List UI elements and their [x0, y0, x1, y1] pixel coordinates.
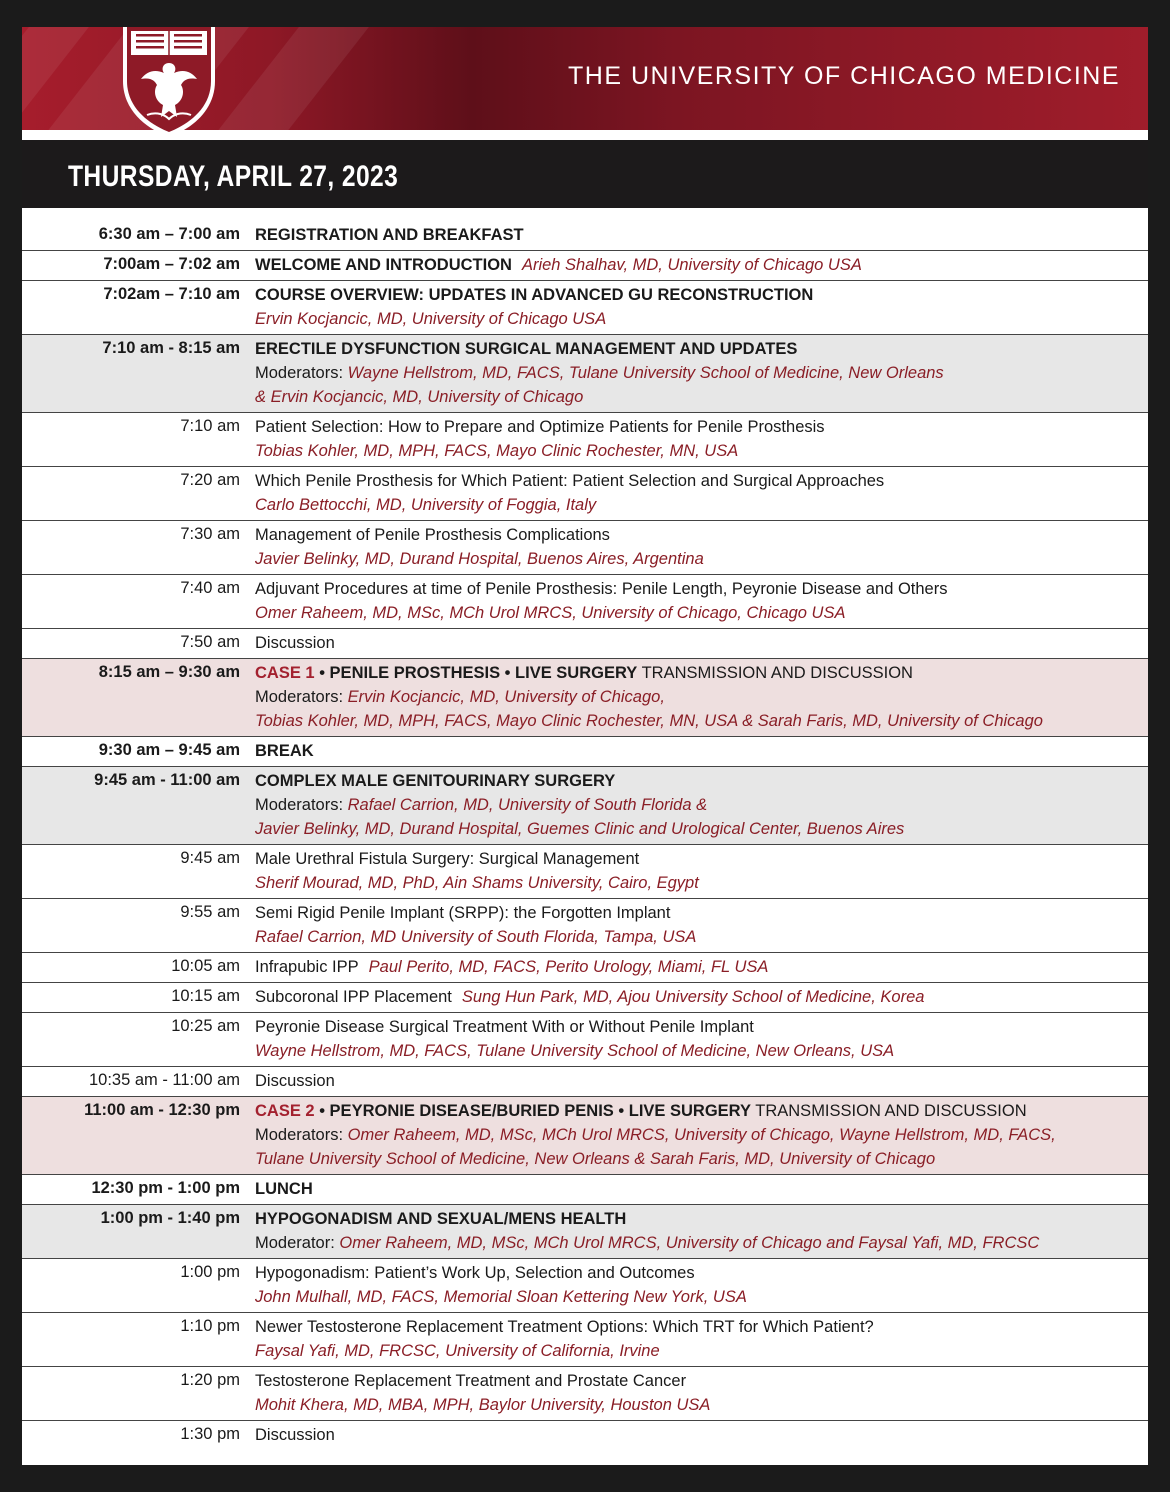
talk-row [22, 1013, 1148, 1067]
session-row [22, 335, 1148, 413]
moderators: Wayne Hellstrom, MD, FACS, Tulane University School of Medicine, New Orleans [347, 364, 944, 382]
talk-title: Peyronie Disease Surgical Treatment With or Without Penile Implant [255, 1018, 754, 1036]
talk-title: Discussion [255, 634, 335, 652]
talk-row [22, 983, 1148, 1013]
talk-title: Which Penile Prosthesis for Which Patient: Patient Selection and Surgical Approaches [255, 472, 885, 490]
talk-row [22, 467, 1148, 521]
moderators-label: Moderators: [255, 1126, 344, 1144]
speaker: Tobias Kohler, MD, MPH, FACS, Mayo Clinic Rochester, MN, USA [255, 442, 739, 460]
talk-row [22, 575, 1148, 629]
talk-title: Testosterone Replacement Treatment and Prostate Cancer [255, 1372, 687, 1390]
talk-time: 7:50 am [180, 633, 240, 651]
speaker: John Mulhall, MD, FACS, Memorial Sloan Kettering New York, USA [255, 1288, 747, 1306]
session-row [22, 1205, 1148, 1259]
session-title: COMPLEX MALE GENITOURINARY SURGERY [255, 772, 616, 790]
session-time: 7:10 am - 8:15 am [102, 339, 240, 357]
talk-row [22, 413, 1148, 467]
speaker: Paul Perito, MD, FACS, Perito Urology, Miami, FL USA [368, 958, 769, 976]
talk-row [22, 845, 1148, 899]
session-title: ERECTILE DYSFUNCTION SURGICAL MANAGEMENT AND UPDATES [255, 340, 798, 358]
session-time: 11:00 am - 12:30 pm [84, 1101, 240, 1119]
speaker: Carlo Bettocchi, MD, University of Foggia, Italy [255, 496, 597, 514]
live-case-row [22, 1097, 1148, 1175]
university-crest-logo [117, 27, 221, 141]
speaker: Rafael Carrion, MD University of South Florida, Tampa, USA [255, 928, 697, 946]
talk-title: Subcoronal IPP Placement [255, 988, 452, 1006]
session-row [22, 281, 1148, 335]
talk-row [22, 1421, 1148, 1450]
talk-row [22, 899, 1148, 953]
talk-time: 1:00 pm [180, 1263, 240, 1281]
talk-row [22, 1259, 1148, 1313]
talk-time: 1:20 pm [180, 1371, 240, 1389]
session-time: 12:30 pm - 1:00 pm [91, 1179, 240, 1197]
speaker: Wayne Hellstrom, MD, FACS, Tulane University School of Medicine, New Orleans, USA [255, 1042, 895, 1060]
talk-time: 7:40 am [180, 579, 240, 597]
session-row [22, 251, 1148, 281]
speaker: Javier Belinky, MD, Durand Hospital, Buenos Aires, Argentina [255, 550, 704, 568]
program-page [22, 27, 1148, 1465]
talk-row [22, 1313, 1148, 1367]
session-title-suffix: TRANSMISSION AND DISCUSSION [637, 664, 913, 682]
session-row [22, 221, 1148, 251]
speaker: Sherif Mourad, MD, PhD, Ain Shams University, Cairo, Egypt [255, 874, 699, 892]
talk-time: 10:15 am [171, 987, 240, 1005]
session-title-suffix: TRANSMISSION AND DISCUSSION [750, 1102, 1027, 1120]
moderators: Rafael Carrion, MD, University of South Florida & [347, 796, 708, 814]
moderators-label: Moderators: [255, 364, 344, 382]
speaker: Mohit Khera, MD, MBA, MPH, Baylor University, Houston USA [255, 1396, 711, 1414]
talk-row [22, 953, 1148, 983]
session-title: LUNCH [255, 1180, 313, 1198]
moderators: Ervin Kocjancic, MD, University of Chicago, [347, 688, 665, 706]
session-time: 7:02am – 7:10 am [103, 285, 240, 303]
moderators-label: Moderators: [255, 796, 344, 814]
moderators-label: Moderator: [255, 1234, 335, 1252]
live-case-row [22, 659, 1148, 737]
institution-name: THE UNIVERSITY OF CHICAGO MEDICINE [568, 62, 1120, 90]
session-time: 9:30 am – 9:45 am [98, 741, 240, 759]
moderators: Tobias Kohler, MD, MPH, FACS, Mayo Clinic Rochester, MN, USA & Sarah Faris, MD, University of Chicago [255, 712, 1043, 730]
day-band [22, 140, 1148, 208]
session-title: BREAK [255, 742, 314, 760]
moderators: Javier Belinky, MD, Durand Hospital, Guemes Clinic and Urological Center, Buenos Aires [255, 820, 905, 838]
session-time: 1:00 pm - 1:40 pm [100, 1209, 240, 1227]
talk-time: 1:10 pm [180, 1317, 240, 1335]
live-surgery-label: LIVE SURGERY [628, 1102, 751, 1120]
session-time: 7:00am – 7:02 am [103, 255, 240, 273]
talk-title: Adjuvant Procedures at time of Penile Prosthesis: Penile Length, Peyronie Disease and Others [255, 580, 948, 598]
day-title: THURSDAY, APRIL 27, 2023 [68, 160, 399, 193]
talk-time: 9:45 am [180, 849, 240, 867]
session-time: 6:30 am – 7:00 am [98, 225, 240, 243]
moderators: & Ervin Kocjancic, MD, University of Chicago [255, 388, 584, 406]
talk-title: Discussion [255, 1426, 335, 1444]
talk-title: Discussion [255, 1072, 335, 1090]
talk-time: 10:35 am - 11:00 am [88, 1071, 240, 1089]
talk-title: Infrapubic IPP [255, 958, 359, 976]
talk-row [22, 521, 1148, 575]
session-time: 8:15 am – 9:30 am [98, 663, 240, 681]
talk-time: 1:30 pm [180, 1425, 240, 1443]
session-row [22, 1175, 1148, 1205]
session-title: COURSE OVERVIEW: UPDATES IN ADVANCED GU RECONSTRUCTION [255, 286, 814, 304]
talk-title: Hypogonadism: Patient’s Work Up, Selection and Outcomes [255, 1264, 695, 1282]
talk-row [22, 1067, 1148, 1097]
session-title: • PENILE PROSTHESIS • [314, 664, 516, 682]
talk-time: 10:05 am [171, 957, 240, 975]
session-time: 9:45 am - 11:00 am [94, 771, 240, 789]
talk-title: Male Urethral Fistula Surgery: Surgical Management [255, 850, 640, 868]
speaker: Arieh Shalhav, MD, University of Chicago USA [521, 256, 862, 274]
speaker: Faysal Yafi, MD, FRCSC, University of California, Irvine [255, 1342, 660, 1360]
session-title: REGISTRATION AND BREAKFAST [255, 226, 524, 244]
session-row [22, 737, 1148, 767]
talk-title: Newer Testosterone Replacement Treatment Options: Which TRT for Which Patient? [255, 1318, 874, 1336]
speaker: Omer Raheem, MD, MSc, MCh Urol MRCS, University of Chicago, Chicago USA [255, 604, 846, 622]
session-title: • PEYRONIE DISEASE/BURIED PENIS • [314, 1102, 629, 1120]
schedule-table [22, 221, 1148, 1450]
case-label: CASE 1 [255, 664, 315, 682]
talk-title: Semi Rigid Penile Implant (SRPP): the Forgotten Implant [255, 904, 671, 922]
session-row [22, 767, 1148, 845]
moderators: Omer Raheem, MD, MSc, MCh Urol MRCS, University of Chicago, Wayne Hellstrom, MD, FACS, [347, 1126, 1056, 1144]
talk-title: Management of Penile Prosthesis Complications [255, 526, 610, 544]
speaker: Sung Hun Park, MD, Ajou University School of Medicine, Korea [461, 988, 925, 1006]
session-title: WELCOME AND INTRODUCTION [255, 256, 512, 274]
talk-row [22, 629, 1148, 659]
moderators-label: Moderators: [255, 688, 344, 706]
talk-time: 7:10 am [180, 417, 240, 435]
talk-title: Patient Selection: How to Prepare and Optimize Patients for Penile Prosthesis [255, 418, 825, 436]
live-surgery-label: LIVE SURGERY [515, 664, 638, 682]
talk-row [22, 1367, 1148, 1421]
talk-time: 9:55 am [180, 903, 240, 921]
talk-time: 7:20 am [180, 471, 240, 489]
talk-time: 10:25 am [171, 1017, 240, 1035]
session-title: HYPOGONADISM AND SEXUAL/MENS HEALTH [255, 1210, 627, 1228]
case-label: CASE 2 [255, 1102, 315, 1120]
speaker: Ervin Kocjancic, MD, University of Chicago USA [255, 310, 607, 328]
talk-time: 7:30 am [180, 525, 240, 543]
moderators: Tulane University School of Medicine, New Orleans & Sarah Faris, MD, University of Chicago [255, 1150, 936, 1168]
moderators: Omer Raheem, MD, MSc, MCh Urol MRCS, University of Chicago and Faysal Yafi, MD, FRCSC [339, 1234, 1040, 1252]
